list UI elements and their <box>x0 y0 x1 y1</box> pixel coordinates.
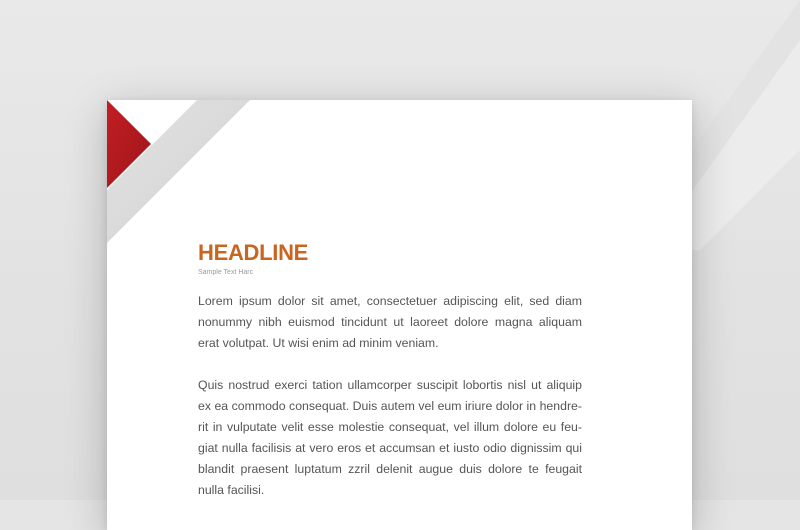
corner-decoration <box>107 100 267 260</box>
document-page <box>107 100 692 530</box>
body-paragraph-1: Lorem ipsum dolor sit amet, consectetuer adipiscing elit, sed diam nonummy nibh euismod tincidunt ut laoreet dolore magna aliquam erat volutpat. Ut wisi enim ad minim veniam. <box>198 294 582 350</box>
subtitle: Sample Text Harc <box>198 269 254 276</box>
headline: HEADLINE <box>198 240 309 265</box>
body-paragraph-2: Quis nostrud exerci tation ullamcorper suscipit lobortis nisl ut aliquip ex ea commodo consequat. Duis autem vel eum iriure dolor in hendrerit in vulputate velit esse molestie consequat, vel illum dolore eu feugiat nulla facilisis at vero eros et accumsan et iusto odio dignissim qui blandit praesent luptatum zzril delenit augue duis dolore te feugait nulla facilisi. <box>198 378 582 497</box>
